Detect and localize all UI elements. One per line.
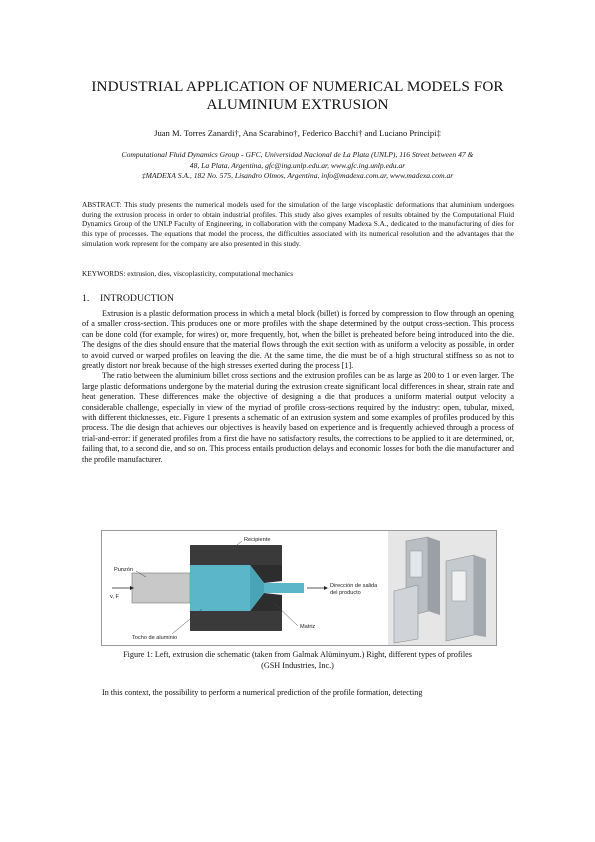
paragraph-3: In this context, the possibility to perform a numerical prediction of the profile formation, detecting: [102, 688, 423, 697]
exit-arrow-head: [324, 586, 328, 590]
paragraph-2: The ratio between the aluminium billet cross sections and the extrusion profiles can be as large as 200 to 1 or even larger. The large plastic deformations undergone by the material during the extrusion create significant local differences in shear, strain rate and heat generation. These differences make the objective of designing a die that produces a uniform material output velocity a considerable challenge, especially in view of the myriad of profile cross-sections required by the industry: open, tubular, mixed, with different thicknesses, etc. Figure 1 presents a schematic of an extrusion system and some examples of profiles produced by this process. The die design that achieves our objectives is heavily based on experience and is frequently achieved through a process of trial-and-error: if generated profiles from a first die have no satisfactory results, the corrections to be applied to it are determined, or, failing that, to a second die, and so on. This process entails production delays and economic losses for both the die manufacturer and the profile manufacturer.: [82, 371, 514, 464]
ram: [132, 573, 190, 603]
label-direccion-2: del producto: [330, 590, 361, 596]
label-matriz: Matriz: [300, 624, 316, 630]
author-list: Juan M. Torres Zanardi†, Ana Scarabino†, Federico Bacchi† and Luciano Principi‡: [154, 128, 441, 138]
profile-1-slot: [410, 551, 422, 577]
affiliation-line-1: Computational Fluid Dynamics Group - GFC, Universidad Nacional de La Plata (UNLP), 116 Street between 47 &: [121, 150, 474, 159]
extrusion-schematic: [102, 531, 387, 645]
caption-line-1: Figure 1: Left, extrusion die schematic (taken from Galmak Alüminyum.) Right, different types of profiles: [123, 650, 472, 659]
section-title: INTRODUCTION: [100, 293, 175, 304]
paper-title: [70, 78, 525, 114]
affiliation-line-2: 48, La Plata, Argentina, gfc@ing.unlp.edu.ar, www.gfc.ing.unlp.edu.ar: [189, 160, 406, 170]
label-punzon: Punzón: [114, 567, 133, 573]
profile-1-side: [428, 537, 440, 615]
section-heading: [82, 293, 174, 304]
label-tocho: Tocho de aluminio: [132, 635, 178, 641]
affiliation-line-3: ‡MADEXA S.A., 182 No. 575, Lisandro Olmos, Argentina, info@madexa.com.ar, www.madexa.com.ar: [141, 171, 454, 180]
profile-2-side: [474, 555, 486, 637]
title-line-2: ALUMINIUM EXTRUSION: [206, 96, 389, 113]
figure-1: [101, 530, 497, 646]
billet: [190, 565, 250, 611]
profile-3: [394, 585, 418, 643]
figure-caption: [70, 650, 525, 671]
intro-body: [82, 309, 514, 465]
extruded-profile: [264, 583, 304, 593]
abstract: ABSTRACT: This study presents the numerical models used for the simulation of the large viscoplastic deformations that aluminium undergoes during the extrusion process in order to obtain industrial profiles. This study also gives examples of results obtained by the Computational Fluid Dynamics Group of the UNLP Faculty of Engineering, in collaboration with the company Madexa S.A., dedicated to the manufacturing of dies for this type of processes. The equations that model the process, the difficulties associated with its numerical resolution and the advantages that the simulation work represent for the company are also presented in this study.: [82, 200, 514, 248]
label-recipiente: Recipiente: [244, 537, 271, 543]
container-top: [190, 545, 282, 565]
label-vf: v, F: [110, 594, 119, 600]
profiles-photo: [388, 531, 496, 645]
section-number: 1.: [82, 293, 90, 304]
container-bottom: [190, 611, 282, 631]
paragraph-1: Extrusion is a plastic deformation process in which a metal block (billet) is forced by compression to flow through an opening of a smaller cross-section. This produces one or more profiles with the shape determined by the output cross-section. This process can be done cold (for example, for wires) or, more frequently, hot, when the billet is preheated before being introduced into the die. The designs of the dies should ensure that the material flows through the exit section with as uniform a velocity as possible, in order to avoid curved or warped profiles on leaving the die. At the same time, the die must be of a high structural stiffness so as not to greatly distort nor break because of the high stresses exerted during the process [1].: [82, 309, 514, 371]
caption-line-2: (GSH Industries, Inc.): [261, 660, 334, 670]
affiliations: [80, 150, 515, 182]
title-line-1: INDUSTRIAL APPLICATION OF NUMERICAL MODELS FOR: [91, 78, 504, 95]
keywords: KEYWORDS: extrusion, dies, viscoplasticity, computational mechanics: [82, 269, 294, 278]
profile-2-slot: [452, 571, 466, 601]
continuation-body: [82, 688, 514, 698]
label-direccion-1: Dirección de salida: [330, 583, 378, 589]
